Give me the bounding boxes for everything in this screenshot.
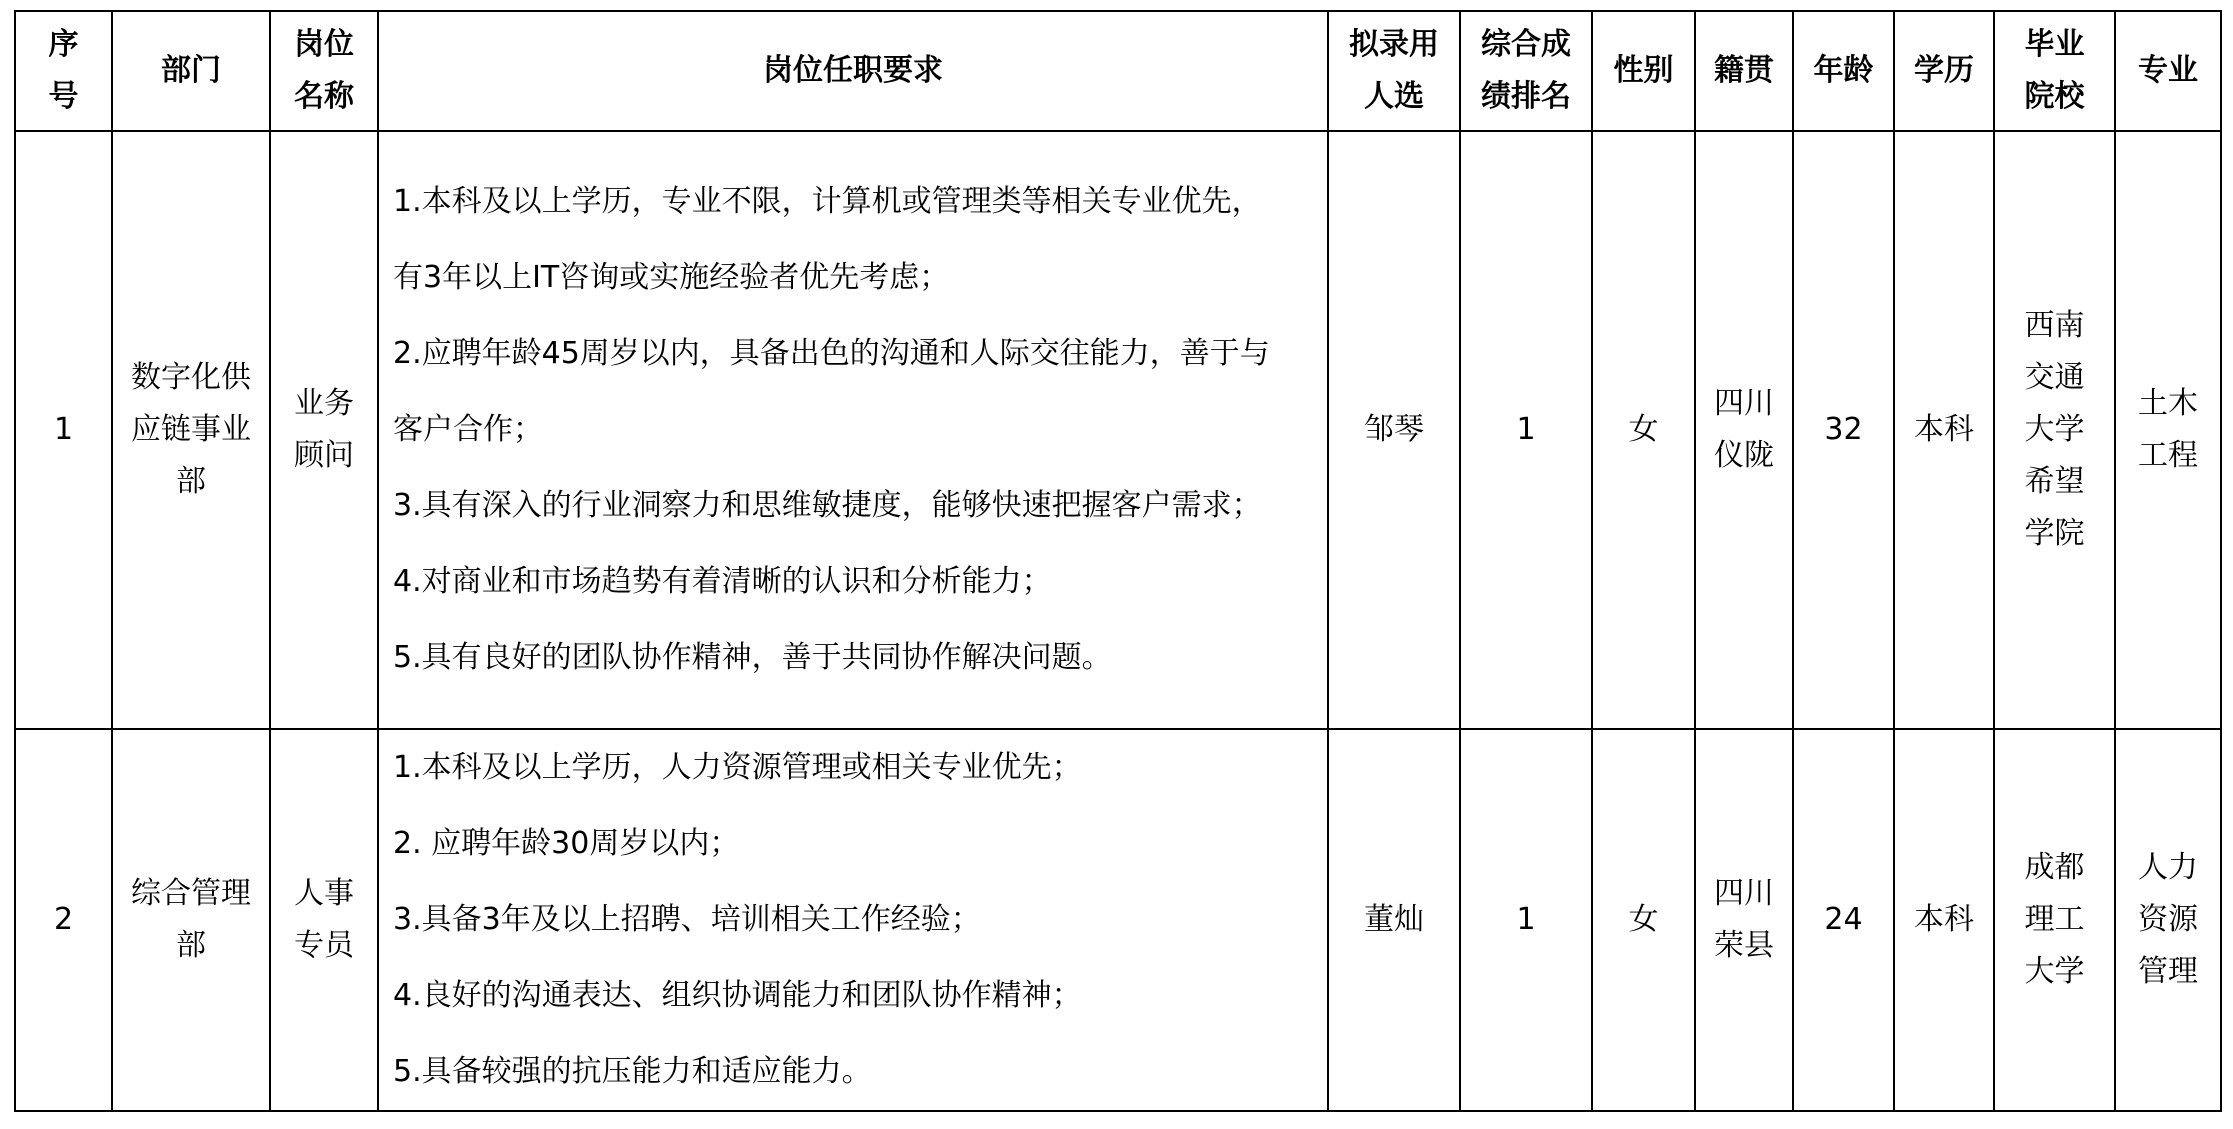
- header-origin: 籍贯: [1695, 11, 1793, 131]
- requirement-line: 4.对商业和市场趋势有着清晰的认识和分析能力；: [393, 564, 1052, 599]
- requirement-line: 1.本科及以上学历，专业不限，计算机或管理类等相关专业优先，: [393, 184, 1262, 219]
- cell-origin: 四川 仪陇: [1695, 131, 1793, 729]
- header-position: 岗位 名称: [270, 11, 378, 131]
- header-education: 学历: [1894, 11, 1994, 131]
- requirement-line: 3.具备3年及以上招聘、培训相关工作经验；: [393, 902, 981, 937]
- header-gender: 性别: [1592, 11, 1695, 131]
- header-school: 毕业 院校: [1994, 11, 2115, 131]
- header-major: 专业: [2115, 11, 2221, 131]
- requirement-line: 1.本科及以上学历，人力资源管理或相关专业优先；: [393, 750, 1082, 785]
- header-no: 序 号: [15, 11, 112, 131]
- recruitment-sheet: [14, 10, 2220, 1112]
- cell-age: 24: [1793, 729, 1894, 1111]
- cell-rank: 1: [1460, 729, 1592, 1111]
- cell-age: 32: [1793, 131, 1894, 729]
- cell-school: 西南 交通 大学 希望 学院: [1994, 131, 2115, 729]
- cell-major: 土木 工程: [2115, 131, 2221, 729]
- header-candidate: 拟录用 人选: [1328, 11, 1460, 131]
- cell-candidate: 邹琴: [1328, 131, 1460, 729]
- table-row: [15, 729, 2221, 1111]
- cell-gender: 女: [1592, 729, 1695, 1111]
- requirement-line: 有3年以上IT咨询或实施经验者优先考虑；: [393, 260, 950, 295]
- cell-requirements: [378, 729, 1328, 1111]
- requirement-line: 3.具有深入的行业洞察力和思维敏捷度，能够快速把握客户需求；: [393, 488, 1262, 523]
- cell-rank: 1: [1460, 131, 1592, 729]
- cell-no: 1: [15, 131, 112, 729]
- cell-no: 2: [15, 729, 112, 1111]
- requirement-line: 5.具有良好的团队协作精神，善于共同协作解决问题。: [393, 640, 1112, 675]
- table-row: [15, 131, 2221, 729]
- cell-dept: 综合管理 部: [112, 729, 270, 1111]
- candidate-table: [14, 10, 2222, 1112]
- cell-position: 业务 顾问: [270, 131, 378, 729]
- cell-candidate: 董灿: [1328, 729, 1460, 1111]
- header-rank: 综合成 绩排名: [1460, 11, 1592, 131]
- cell-requirements: [378, 131, 1328, 729]
- header-age: 年龄: [1793, 11, 1894, 131]
- cell-dept: 数字化供 应链事业 部: [112, 131, 270, 729]
- header-dept: 部门: [112, 11, 270, 131]
- cell-gender: 女: [1592, 131, 1695, 729]
- requirement-line: 5.具备较强的抗压能力和适应能力。: [393, 1054, 872, 1089]
- cell-major: 人力 资源 管理: [2115, 729, 2221, 1111]
- requirement-line: 2.应聘年龄45周岁以内，具备出色的沟通和人际交往能力，善于与: [393, 336, 1270, 371]
- requirement-line: 客户合作；: [393, 412, 543, 447]
- header-row: [15, 11, 2221, 131]
- cell-education: 本科: [1894, 729, 1994, 1111]
- cell-origin: 四川 荣县: [1695, 729, 1793, 1111]
- cell-position: 人事 专员: [270, 729, 378, 1111]
- requirement-line: 2. 应聘年龄30周岁以内；: [393, 826, 740, 861]
- cell-school: 成都 理工 大学: [1994, 729, 2115, 1111]
- requirement-line: 4.良好的沟通表达、组织协调能力和团队协作精神；: [393, 978, 1082, 1013]
- cell-education: 本科: [1894, 131, 1994, 729]
- header-requirements: 岗位任职要求: [378, 11, 1328, 131]
